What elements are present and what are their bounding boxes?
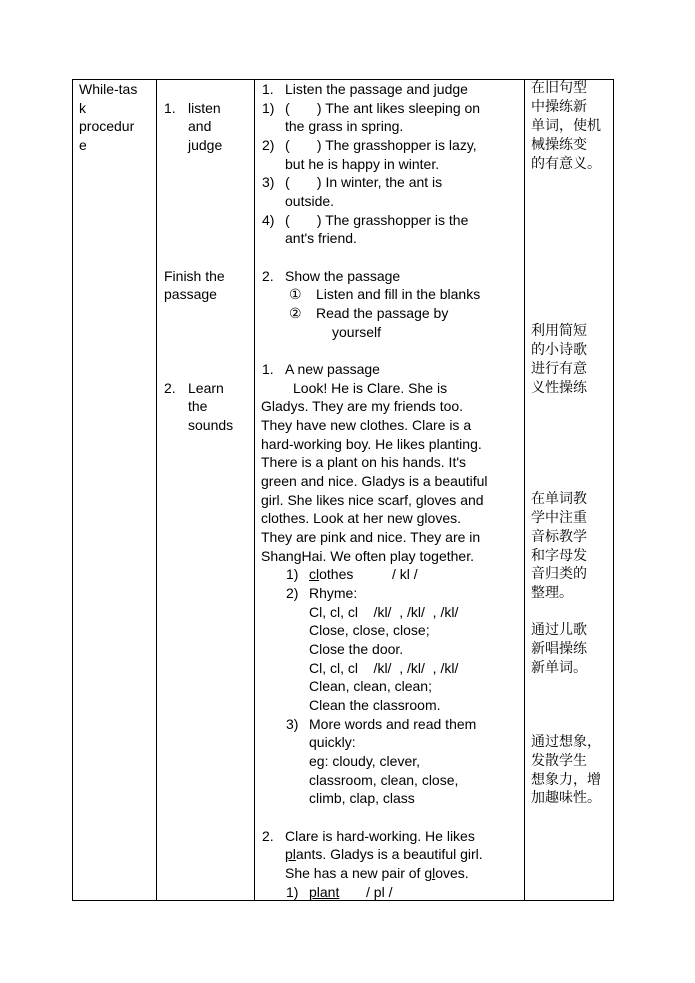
passage-line: Look! He is Clare. She is [293,380,448,396]
stage-text: k [79,100,86,116]
list-number: 3) [262,174,275,190]
activity-text: Listen and fill in the blanks [316,286,481,302]
column-divider [156,80,157,900]
judge-question: ( ) The ant likes sleeping on [285,100,481,116]
letter-cluster: cl [309,566,320,582]
activity-text: More words and read them [309,716,477,732]
rhyme-line: Clean, clean, clean; [309,678,432,694]
list-number: 1. [262,361,274,377]
judge-question: outside. [285,193,335,209]
list-number: 4) [262,212,275,228]
judge-question: ( ) The grasshopper is lazy, [285,137,477,153]
design-note: 想象力，增 [531,772,601,788]
design-note: 新唱操练 [531,641,587,657]
design-note: 的小诗歌 [531,342,587,358]
step-text: the [188,398,208,414]
list-number: 1) [262,100,275,116]
design-note: 学中注重 [531,510,587,526]
column-divider [254,80,255,900]
list-number: 2. [262,828,274,844]
passage-line: ShangHai. We often play together. [261,548,474,564]
line-rest: ants. Gladys is a beautiful girl. [295,846,483,862]
passage-line: They have new clothes. Clare is a [261,417,472,433]
design-note: 发散学生 [531,753,587,769]
list-number: 1. [262,81,274,97]
passage-line: girl. She likes nice scarf, gloves and [261,492,484,508]
step-number: 1. [164,100,176,116]
judge-question: ant's friend. [285,230,357,246]
judge-question: ( ) In winter, the ant is [285,174,443,190]
passage-line [285,845,483,864]
design-note: 单词，使机 [531,118,601,134]
judge-question: but he is happy in winter. [285,156,440,172]
stage-text: While-tas [79,81,138,97]
design-note: 新单词。 [531,660,587,676]
step-number: 2. [164,380,176,396]
stage-text: procedur [79,118,135,134]
list-number: 1) [286,884,299,900]
example-words: eg: cloudy, clever, [309,753,421,769]
step-text: judge [188,137,223,153]
rhyme-line: Close, close, close; [309,622,430,638]
passage-line: Gladys. They are my friends too. [261,398,464,414]
design-note: 通过想象， [531,734,601,750]
sound-word [309,565,353,584]
design-note: 在旧句型 [531,80,587,96]
design-note: 和字母发 [531,548,587,564]
design-note: 音标教学 [531,529,587,545]
line-start: She has a new pair of [285,865,425,881]
activity-text: Read the passage by [316,305,449,321]
phonetic-symbol: / pl / [366,884,393,900]
line-rest: oves. [435,865,469,881]
example-words: climb, clap, class [309,790,415,806]
activity-text: yourself [332,324,382,340]
step-text: passage [164,286,217,302]
list-number: 2) [262,137,275,153]
content-heading: A new passage [285,361,380,377]
design-note: 义性操练 [531,380,587,396]
step-text: Learn [188,380,224,396]
content-heading: Listen the passage and judge [285,81,468,97]
judge-question: ( ) The grasshopper is the [285,212,469,228]
list-number: 2) [286,585,299,601]
passage-line: They are pink and nice. They are in [261,529,481,545]
passage-line: hard-working boy. He likes planting. [261,436,482,452]
design-note: 整理。 [531,585,573,601]
list-number: 3) [286,716,299,732]
passage-line: There is a plant on his hands. It's [261,454,467,470]
rhyme-title: Rhyme: [309,585,358,601]
step-text: sounds [188,417,234,433]
design-note: 在单词教 [531,491,587,507]
rhyme-line: Cl, cl, cl /kl/ , /kl/ , /kl/ [309,660,459,676]
design-note: 音归类的 [531,566,587,582]
example-words: classroom, clean, close, [309,772,459,788]
design-note: 械操练变 [531,137,587,153]
column-divider [524,80,525,900]
design-note: 的有意义。 [531,156,601,172]
activity-text: quickly: [309,734,356,750]
phonetic-symbol: / kl / [392,566,418,582]
rhyme-line: Cl, cl, cl /kl/ , /kl/ , /kl/ [309,604,459,620]
rhyme-line: Clean the classroom. [309,697,441,713]
stage-text: e [79,137,87,153]
list-number: 1) [286,566,299,582]
design-note: 进行有意 [531,361,587,377]
sound-word: plant [309,884,340,900]
judge-question: the grass in spring. [285,118,404,134]
step-text: listen [188,100,221,116]
design-note: 中操练新 [531,99,587,115]
design-note: 利用简短 [531,323,587,339]
passage-line: Clare is hard-working. He likes [285,828,475,844]
circled-number: ① [289,286,302,302]
step-text: Finish the [164,268,225,284]
design-note: 加趣味性。 [531,790,601,806]
rhyme-line: Close the door. [309,641,404,657]
letter-cluster: pl [285,846,296,862]
list-number: 2. [262,268,274,284]
passage-line [285,864,469,883]
content-heading: Show the passage [285,268,401,284]
design-note: 通过儿歌 [531,622,587,638]
letter-cluster: gl [424,865,436,881]
passage-line: clothes. Look at her new gloves. [261,510,462,526]
step-text: and [188,118,212,134]
word-rest: othes [319,566,354,582]
circled-number: ② [289,305,302,321]
passage-line: green and nice. Gladys is a beautiful [261,473,488,489]
